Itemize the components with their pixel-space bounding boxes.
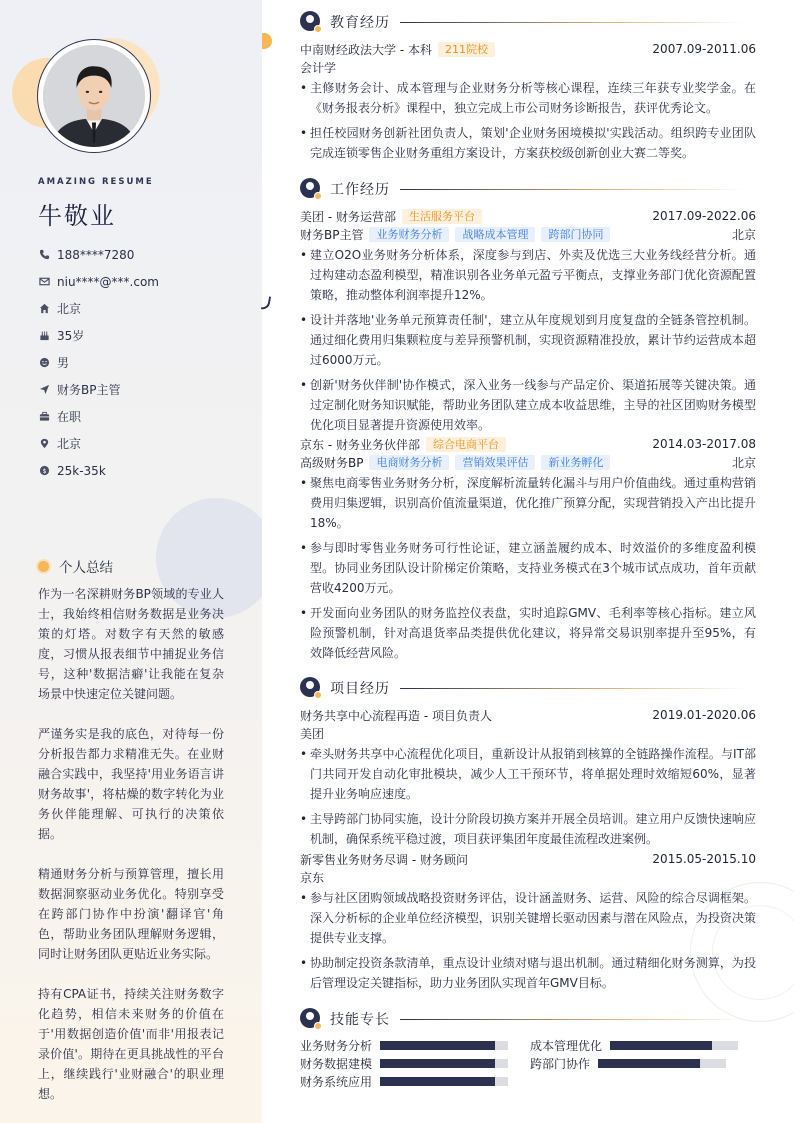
skill-level-bar	[380, 1077, 508, 1086]
gender-icon	[38, 357, 50, 369]
info-gender	[38, 349, 248, 376]
section-icon	[300, 677, 322, 699]
brand-tag: AMAZING RESUME	[38, 177, 154, 187]
project-bullets	[300, 888, 756, 993]
skill-name: 财务系统应用	[300, 1074, 373, 1089]
skill-name: 成本管理优化	[530, 1038, 603, 1053]
section-title: 教育经历	[330, 15, 390, 31]
svg-text:$: $	[41, 466, 47, 475]
section-icon	[300, 1008, 322, 1030]
info-status	[38, 403, 248, 430]
avatar	[43, 45, 145, 147]
project-period: 2019.01-2020.06	[652, 708, 756, 722]
summary-heading	[38, 556, 113, 576]
info-city	[38, 430, 248, 457]
list-item: • 主修财务会计、成本管理与企业财务分析等核心课程，连续三年获专业奖学金。在《财务报表分析》课程中，独立完成上市公司财务诊断报告，获评优秀论文。	[300, 78, 756, 118]
list-item: • 主导跨部门协同实施，设计分阶段切换方案并开展全员培训。建立用户反馈快速响应机制，确保系统平稳过渡，项目获评集团年度最佳流程改进案例。	[300, 809, 756, 849]
school-tag: 211院校	[438, 42, 495, 57]
info-salary-text: 25k-35k	[57, 463, 106, 478]
list-item: • 参与社区团购领域战略投资财务评估，设计涵盖财务、运营、风险的综合尽调框架。深入分析标的企业单位经济模型，识别关键增长驱动因素与潜在风险点，为投资决策提供专业支撑。	[300, 888, 756, 948]
info-residence	[38, 295, 248, 322]
info-email-text: niu****@***.com	[57, 274, 159, 289]
summary-paragraph: 持有CPA证书，持续关注财务数字化趋势，相信未来财务的价值在于'用数据创造价值'而非'用报表记录价值'。期待在更具挑战性的平台上，继续践行'业财融合'的职业理想。	[38, 987, 224, 1101]
info-phone-text: 188****7280	[57, 247, 135, 262]
section-heading-skills	[300, 1008, 746, 1030]
work-city: 北京	[731, 455, 756, 470]
skill-level-fill	[598, 1059, 700, 1068]
list-item: • 开发面向业务团队的财务监控仪表盘，实时追踪GMV、毛利率等核心指标。建立风险预警机制，针对高退货率品类提供优化建议，将异常交易识别率提升至95%，有效降低经营风险。	[300, 603, 756, 663]
skill-tag: 营销效果评估	[455, 455, 535, 470]
decor-shape	[262, 33, 272, 49]
list-item: • 协助制定投资条款清单，重点设计业绩对赌与退出机制。通过精细化财务测算，为投后管理设定关键指标，助力业务团队实现首年GMV目标。	[300, 953, 756, 993]
skill-level-bar	[610, 1041, 738, 1050]
section-divider	[400, 688, 746, 689]
summary-title: 个人总结	[59, 560, 113, 576]
skill-item	[530, 1054, 726, 1072]
project-org: 美团	[300, 726, 325, 741]
send-icon	[38, 384, 50, 396]
info-phone	[38, 241, 248, 268]
section-title: 工作经历	[330, 182, 390, 198]
project-entry	[300, 850, 756, 998]
skill-item	[530, 1036, 738, 1054]
job-role: 财务BP主管	[300, 227, 364, 242]
section-heading-projects	[300, 677, 746, 699]
summary-paragraph: 作为一名深耕财务BP领域的专业人士，我始终相信财务数据是业务决策的灯塔。对数字有天然的敏感度，习惯从报表细节中捕捉业务信号，这种'数据洁癖'让我能在复杂场景中快速定位关键问题。	[38, 587, 224, 701]
skill-level-bar	[380, 1059, 508, 1068]
section-divider	[400, 22, 746, 23]
skill-item	[300, 1072, 508, 1090]
skill-item	[300, 1054, 508, 1072]
section-divider	[400, 1019, 746, 1020]
phone-icon	[38, 249, 50, 261]
sidebar	[0, 0, 262, 1123]
education-bullets	[300, 78, 756, 163]
salary-icon	[38, 465, 50, 477]
info-status-text: 在职	[57, 410, 82, 424]
skill-tag: 新业务孵化	[541, 455, 610, 470]
project-bullets	[300, 744, 756, 849]
section-title: 项目经历	[330, 681, 390, 697]
education-period: 2007.09-2011.06	[652, 42, 756, 56]
education-entry	[300, 40, 756, 168]
list-item: • 设计并落地'业务单元预算责任制'，建立从年度规划到月度复盘的全链条管控机制。通过细化费用归集颗粒度与差异预警机制，实现资源精准投放，累计节约运营成本超过6000万元。	[300, 310, 756, 370]
work-bullets	[300, 473, 756, 663]
project-period: 2015.05-2015.10	[652, 852, 756, 866]
work-period: 2017.09-2022.06	[652, 209, 756, 223]
person-portrait-icon	[43, 45, 145, 147]
list-item: • 创新'财务伙伴制'协作模式，深入业务一线参与产品定价、渠道拓展等关键决策。通过定制化财务知识赋能，帮助业务团队建立成本收益思维，主导的社区团购财务模型优化项目显著提升资源使用效率。	[300, 375, 756, 435]
job-role: 高级财务BP	[300, 455, 364, 470]
company-name: 京东 - 财务业务伙伴部	[300, 437, 420, 452]
section-title: 技能专长	[330, 1012, 390, 1028]
skill-tag: 战略成本管理	[455, 227, 535, 242]
work-entry	[300, 207, 756, 440]
company-tag: 生活服务平台	[402, 209, 482, 224]
section-icon	[300, 178, 322, 200]
list-item: • 建立O2O业务财务分析体系，深度参与到店、外卖及优选三大业务线经营分析。通过构建动态盈利模型，精准识别各业务单元盈亏平衡点，支撑业务部门优化资源配置策略，推动整体利润率提升12%。	[300, 245, 756, 305]
home-icon	[38, 303, 50, 315]
list-item: • 担任校园财务创新社团负责人，策划'企业财务困境模拟'实践活动。组织跨专业团队完成连锁零售企业财务重组方案设计，方案获校级创新创业大赛二等奖。	[300, 123, 756, 163]
skill-level-fill	[380, 1059, 495, 1068]
skill-tag: 电商财务分析	[369, 455, 449, 470]
skill-tag: 跨部门协同	[541, 227, 610, 242]
work-period: 2014.03-2017.08	[652, 437, 756, 451]
info-city-text: 北京	[57, 437, 82, 451]
profile-photo	[37, 39, 151, 153]
education-major: 会计学	[300, 60, 337, 75]
mail-icon	[38, 276, 50, 288]
section-heading-education	[300, 11, 746, 33]
info-age	[38, 322, 248, 349]
cake-icon	[38, 330, 50, 342]
project-name: 财务共享中心流程再造 - 项目负责人	[300, 708, 492, 723]
list-item: • 参与即时零售业务财务可行性论证，建立涵盖履约成本、时效溢价的多维度盈利模型。协同业务团队设计阶梯定价策略，支持业务模式在3个城市试点成功，首年贡献营收4200万元。	[300, 538, 756, 598]
list-item: • 聚焦电商零售业务财务分析，深度解析流量转化漏斗与用户价值曲线。通过重构营销费用归集逻辑，识别高价值流量渠道，优化推广预算分配，实现营销投入产出比提升18%。	[300, 473, 756, 533]
section-divider	[400, 189, 746, 190]
skill-level-fill	[380, 1077, 495, 1086]
company-name: 美团 - 财务运营部	[300, 209, 396, 224]
skill-level-fill	[380, 1041, 495, 1050]
info-gender-text: 男	[57, 356, 70, 370]
work-entry	[300, 435, 756, 668]
skill-level-bar	[380, 1041, 508, 1050]
summary-text	[38, 584, 224, 1123]
skill-tag: 业务财务分析	[369, 227, 449, 242]
company-tag: 综合电商平台	[426, 437, 506, 452]
info-salary	[38, 457, 248, 484]
bullet-dot-icon	[38, 561, 49, 572]
skill-level-fill	[610, 1041, 712, 1050]
summary-paragraph: 严谨务实是我的底色，对待每一份分析报告都力求精准无失。在业财融合实践中，我坚持'用业务语言讲财务故事'，将枯燥的数字转化为业务伙伴能理解、可执行的决策依据。	[38, 727, 224, 841]
section-icon	[300, 11, 322, 33]
contact-info-list	[38, 241, 248, 484]
project-org: 京东	[300, 870, 325, 885]
info-position-text: 财务BP主管	[57, 383, 121, 397]
info-residence-text: 北京	[57, 302, 82, 316]
skill-item	[300, 1036, 508, 1054]
skill-name: 跨部门协作	[530, 1056, 591, 1071]
list-item: • 牵头财务共享中心流程优化项目，重新设计从报销到核算的全链路操作流程。与IT部门共同开发自动化审批模块，减少人工干预环节，将单据处理时效缩短60%，显著提升业务响应速度。	[300, 744, 756, 804]
decor-shape	[261, 295, 271, 310]
school-name: 中南财经政法大学 - 本科	[300, 42, 432, 57]
skill-name: 业务财务分析	[300, 1038, 373, 1053]
info-position	[38, 376, 248, 403]
project-name: 新零售业务财务尽调 - 财务顾问	[300, 852, 468, 867]
location-pin-icon	[38, 438, 50, 450]
project-entry	[300, 706, 756, 854]
work-bullets	[300, 245, 756, 435]
skill-level-bar	[598, 1059, 726, 1068]
candidate-name: 牛敬业	[38, 202, 116, 230]
info-email	[38, 268, 248, 295]
briefcase-icon	[38, 411, 50, 423]
info-age-text: 35岁	[57, 329, 85, 343]
skill-name: 财务数据建模	[300, 1056, 373, 1071]
summary-paragraph: 精通财务分析与预算管理，擅长用数据洞察驱动业务优化。特别享受在跨部门协作中扮演'翻译官'角色，帮助业务团队理解财务逻辑，同时让财务团队更贴近业务实际。	[38, 867, 224, 961]
section-heading-work	[300, 178, 746, 200]
work-city: 北京	[731, 227, 756, 242]
